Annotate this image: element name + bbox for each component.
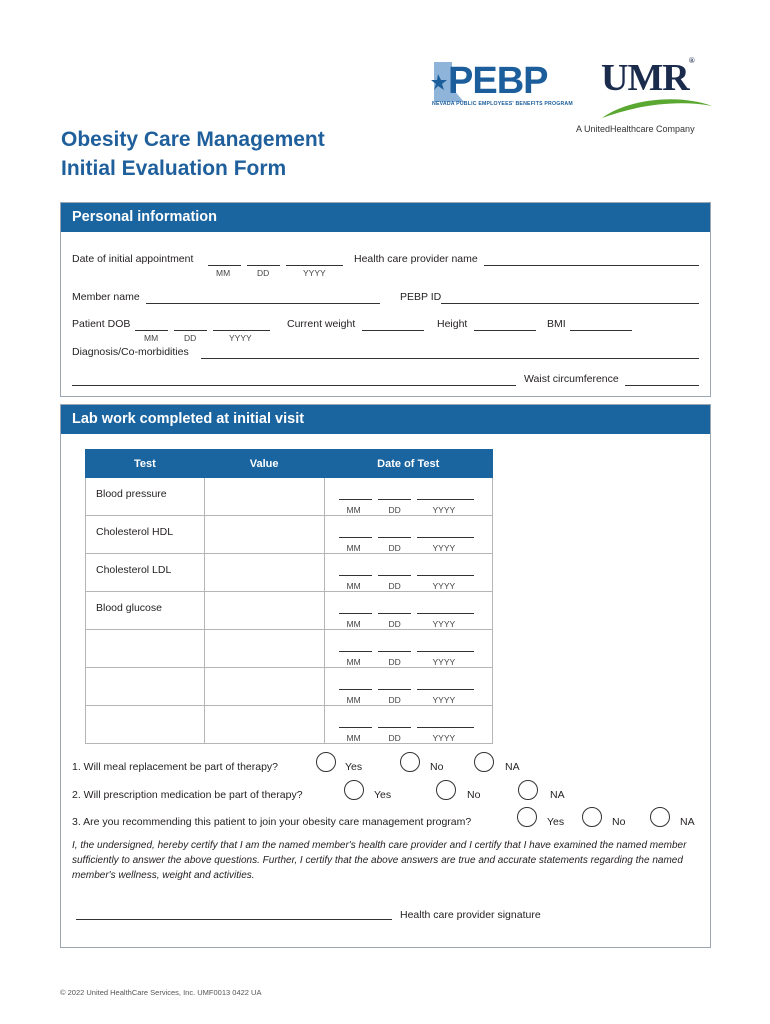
lab-test-name: Cholesterol LDL — [86, 554, 205, 592]
member-name-field[interactable] — [146, 303, 380, 304]
lab-date-yyyy-label: YYYY — [432, 657, 456, 667]
lab-value-field[interactable] — [204, 478, 324, 516]
lab-date-yyyy-label: YYYY — [432, 733, 456, 743]
lab-value-field[interactable] — [204, 668, 324, 706]
diagnosis-field-line-2[interactable] — [72, 385, 516, 386]
lab-date-mm-label: MM — [346, 695, 361, 705]
initial-dd-label: DD — [257, 268, 270, 278]
lab-date-field[interactable] — [324, 668, 493, 706]
waist-circumference-field[interactable] — [625, 385, 699, 386]
form-title-line-2: Initial Evaluation Form — [61, 157, 287, 180]
form-title-line-1: Obesity Care Management — [61, 128, 325, 151]
q3-yes-label: Yes — [547, 816, 565, 828]
lab-date-field[interactable] — [324, 592, 493, 630]
initial-yyyy-field[interactable] — [286, 265, 343, 266]
lab-date-dd-line[interactable] — [378, 689, 411, 690]
diagnosis-field[interactable] — [201, 358, 699, 359]
lab-value-field[interactable] — [204, 630, 324, 668]
lab-date-mm-label: MM — [346, 657, 361, 667]
personal-information-section — [60, 202, 711, 397]
lab-test-name: Cholesterol HDL — [86, 516, 205, 554]
lab-date-field[interactable] — [324, 706, 493, 744]
signature-label: Health care provider signature — [400, 909, 541, 921]
lab-test-name[interactable] — [86, 706, 205, 744]
q3-no-label: No — [612, 816, 626, 828]
lab-date-yyyy-label: YYYY — [432, 505, 456, 515]
lab-date-mm-line[interactable] — [339, 575, 372, 576]
lab-date-dd-label: DD — [388, 657, 401, 667]
bmi-field[interactable] — [570, 330, 632, 331]
lab-date-yyyy-label: YYYY — [432, 543, 456, 553]
lab-date-mm-label: MM — [346, 581, 361, 591]
pebp-logo-subtitle: NEVADA PUBLIC EMPLOYEES' BENEFITS PROGRAM — [432, 101, 573, 107]
dob-yyyy-label: YYYY — [229, 333, 252, 343]
lab-date-yyyy-line[interactable] — [417, 499, 474, 500]
col-header-value: Value — [204, 450, 324, 478]
col-header-date: Date of Test — [324, 450, 493, 478]
bmi-label: BMI — [547, 318, 566, 330]
q2-yes-label: Yes — [374, 789, 392, 801]
lab-date-dd-line[interactable] — [378, 575, 411, 576]
pebp-id-label: PEBP ID — [400, 291, 442, 303]
lab-date-yyyy-line[interactable] — [417, 689, 474, 690]
lab-table-row — [86, 630, 493, 668]
waist-circumference-label: Waist circumference — [524, 373, 619, 385]
lab-work-heading: Lab work completed at initial visit — [61, 405, 710, 434]
lab-test-name: Blood glucose — [86, 592, 205, 630]
lab-date-dd-line[interactable] — [378, 537, 411, 538]
lab-value-field[interactable] — [204, 554, 324, 592]
lab-table-row — [86, 668, 493, 706]
lab-table-header-row — [86, 450, 493, 478]
lab-date-field[interactable] — [324, 554, 493, 592]
q3-na-label: NA — [680, 816, 695, 828]
q2-no-label: No — [467, 789, 481, 801]
provider-name-label: Health care provider name — [354, 253, 478, 265]
dob-mm-field[interactable] — [135, 330, 168, 331]
footer-copyright: © 2022 United HealthCare Services, Inc. UMF0013 0422 UA — [60, 988, 262, 997]
lab-date-dd-label: DD — [388, 543, 401, 553]
diagnosis-label: Diagnosis/Co-morbidities — [72, 346, 189, 358]
question-1-text: 1. Will meal replacement be part of therapy? — [72, 761, 279, 773]
lab-date-mm-line[interactable] — [339, 689, 372, 690]
lab-date-mm-line[interactable] — [339, 651, 372, 652]
q1-no-label: No — [430, 761, 444, 773]
question-3-text: 3. Are you recommending this patient to join your obesity care management program? — [72, 816, 472, 828]
lab-date-yyyy-label: YYYY — [432, 581, 456, 591]
patient-dob-label: Patient DOB — [72, 318, 131, 330]
signature-field[interactable] — [76, 919, 392, 920]
lab-table-body — [86, 478, 493, 744]
lab-date-mm-label: MM — [346, 543, 361, 553]
lab-date-dd-line[interactable] — [378, 613, 411, 614]
height-field[interactable] — [474, 330, 536, 331]
q1-na-radio[interactable] — [474, 752, 494, 772]
q1-yes-radio[interactable] — [316, 752, 336, 772]
pebp-id-field[interactable] — [441, 303, 699, 304]
lab-work-table — [85, 449, 493, 744]
q2-no-radio[interactable] — [436, 780, 456, 800]
lab-date-mm-label: MM — [346, 505, 361, 515]
dob-mm-label: MM — [144, 333, 159, 343]
lab-table-row — [86, 516, 493, 554]
umr-swoosh-icon — [600, 92, 715, 120]
lab-date-yyyy-label: YYYY — [432, 695, 456, 705]
lab-date-mm-label: MM — [346, 619, 361, 629]
provider-name-field[interactable] — [484, 265, 699, 266]
umr-logo-text: UMR® — [601, 56, 694, 99]
lab-date-field[interactable] — [324, 630, 493, 668]
lab-date-dd-label: DD — [388, 619, 401, 629]
lab-date-yyyy-line[interactable] — [417, 613, 474, 614]
lab-value-field[interactable] — [204, 516, 324, 554]
certification-statement: I, the undersigned, hereby certify that I am the named member's health care provider and I certify that I have examined the named member sufficiently to answer the above questions. Further, I certify that the above answers are true and accurate statements regarding the named member's wellness, weight and activities. — [72, 840, 687, 881]
lab-date-mm-line[interactable] — [339, 537, 372, 538]
lab-test-name[interactable] — [86, 630, 205, 668]
lab-date-dd-label: DD — [388, 733, 401, 743]
q1-yes-label: Yes — [345, 761, 363, 773]
lab-test-name: Blood pressure — [86, 478, 205, 516]
q2-na-label: NA — [550, 789, 565, 801]
lab-table-row — [86, 592, 493, 630]
lab-date-yyyy-label: YYYY — [432, 619, 456, 629]
lab-date-yyyy-line[interactable] — [417, 727, 474, 728]
col-header-test: Test — [86, 450, 205, 478]
initial-mm-field[interactable] — [208, 265, 241, 266]
lab-table-row — [86, 554, 493, 592]
q1-na-label: NA — [505, 761, 520, 773]
current-weight-field[interactable] — [362, 330, 424, 331]
height-label: Height — [437, 318, 468, 330]
dob-dd-label: DD — [184, 333, 197, 343]
lab-date-dd-line[interactable] — [378, 727, 411, 728]
umr-logo-subtitle: A UnitedHealthcare Company — [576, 124, 695, 134]
lab-date-dd-line[interactable] — [378, 499, 411, 500]
lab-date-mm-label: MM — [346, 733, 361, 743]
q2-na-radio[interactable] — [518, 780, 538, 800]
lab-date-mm-line[interactable] — [339, 727, 372, 728]
lab-table-row — [86, 478, 493, 516]
q3-yes-radio[interactable] — [517, 807, 537, 827]
initial-yyyy-label: YYYY — [303, 268, 326, 278]
date-initial-appointment-label: Date of initial appointment — [72, 253, 194, 265]
dob-dd-field[interactable] — [174, 330, 207, 331]
initial-dd-field[interactable] — [247, 265, 280, 266]
lab-date-mm-line[interactable] — [339, 499, 372, 500]
question-2-text: 2. Will prescription medication be part of therapy? — [72, 789, 303, 801]
lab-value-field[interactable] — [204, 706, 324, 744]
lab-date-field[interactable] — [324, 516, 493, 554]
personal-information-heading: Personal information — [61, 203, 710, 232]
q1-no-radio[interactable] — [400, 752, 420, 772]
lab-date-yyyy-line[interactable] — [417, 651, 474, 652]
lab-table-row — [86, 706, 493, 744]
current-weight-label: Current weight — [287, 318, 356, 330]
q3-no-radio[interactable] — [582, 807, 602, 827]
initial-mm-label: MM — [216, 268, 231, 278]
member-name-label: Member name — [72, 291, 140, 303]
lab-date-yyyy-line[interactable] — [417, 575, 474, 576]
lab-date-dd-label: DD — [388, 581, 401, 591]
pebp-logo-text: PEBP — [448, 60, 548, 102]
dob-yyyy-field[interactable] — [213, 330, 270, 331]
lab-value-field[interactable] — [204, 592, 324, 630]
lab-date-dd-label: DD — [388, 505, 401, 515]
lab-test-name[interactable] — [86, 668, 205, 706]
q2-yes-radio[interactable] — [344, 780, 364, 800]
q3-na-radio[interactable] — [650, 807, 670, 827]
lab-date-dd-label: DD — [388, 695, 401, 705]
lab-date-field[interactable] — [324, 478, 493, 516]
lab-date-dd-line[interactable] — [378, 651, 411, 652]
lab-date-mm-line[interactable] — [339, 613, 372, 614]
lab-date-yyyy-line[interactable] — [417, 537, 474, 538]
